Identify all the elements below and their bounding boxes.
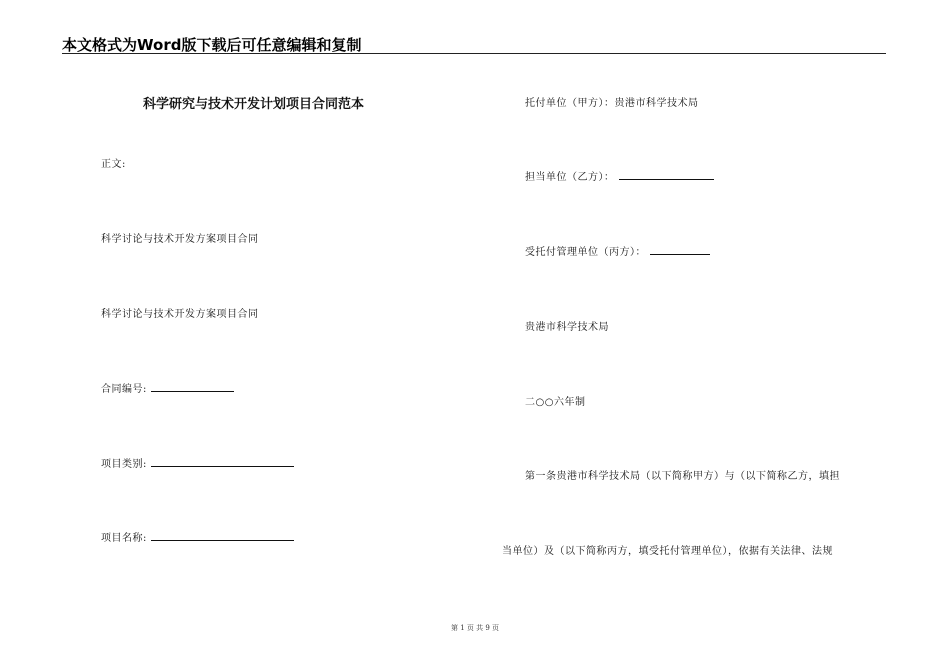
party-a: 托付单位（甲方）：贵港市科学技术局 xyxy=(525,98,699,109)
party-b-blank xyxy=(619,168,714,180)
party-b-label: 担当单位（乙方）： xyxy=(525,172,615,183)
body-label: 正文: xyxy=(101,159,126,170)
article1-line2: 当单位）及（以下简称丙方，填受托付管理单位），依据有关法律、法规 xyxy=(502,546,833,557)
party-c-blank xyxy=(650,243,710,255)
contract-number-blank xyxy=(151,380,234,392)
issuer: 贵港市科学技术局 xyxy=(525,322,609,333)
header-divider xyxy=(62,53,886,54)
project-name-label: 项目名称: xyxy=(101,533,147,544)
project-category-blank xyxy=(151,455,294,467)
party-c-row xyxy=(525,243,710,258)
header-title: 本文格式为Word版下载后可任意编辑和复制 xyxy=(62,36,362,54)
project-name-blank xyxy=(151,529,294,541)
document-title: 科学研究与技术开发计划项目合同范本 xyxy=(143,97,365,112)
project-category-label: 项目类别: xyxy=(101,459,147,470)
year-made: 二○○六年制 xyxy=(525,397,586,408)
contract-number-row xyxy=(101,380,234,395)
project-category-row xyxy=(101,455,294,470)
party-b-row xyxy=(525,168,714,183)
contract-heading-1: 科学讨论与技术开发方案项目合同 xyxy=(101,234,259,245)
project-name-row xyxy=(101,529,294,544)
contract-heading-2: 科学讨论与技术开发方案项目合同 xyxy=(101,309,259,320)
page-number: 第 1 页 共 9 页 xyxy=(450,624,500,632)
party-c-label: 受托付管理单位（丙方）： xyxy=(525,247,646,258)
article1-line1: 第一条贵港市科学技术局（以下简称甲方）与（以下简称乙方，填担 xyxy=(525,471,840,482)
contract-number-label: 合同编号: xyxy=(101,384,147,395)
